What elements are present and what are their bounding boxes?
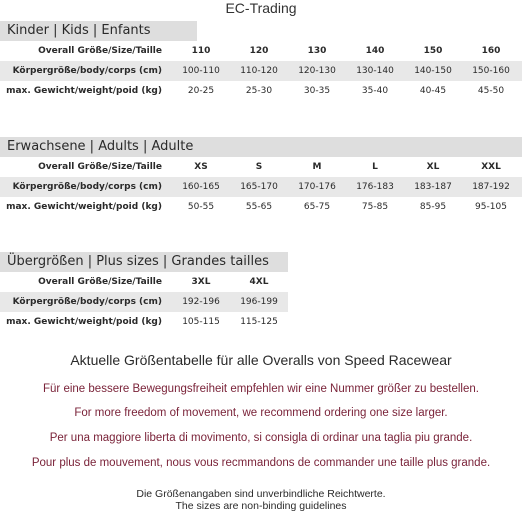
table-cell: 115-125: [240, 317, 278, 327]
table-cell: 30-35: [303, 86, 331, 96]
table-cell: 65-75: [303, 202, 331, 212]
section-title: Erwachsene | Adults | Adulte: [0, 137, 522, 157]
table-row: [0, 197, 522, 217]
table-cell: 40-45: [419, 86, 447, 96]
table-cell: 150-160: [472, 66, 510, 76]
table-row: [0, 81, 522, 101]
table-cell: 55-65: [245, 202, 273, 212]
row-label: Overall Größe/Size/Taille: [38, 277, 162, 287]
table-cell: 105-115: [182, 317, 220, 327]
table-row: [0, 177, 522, 197]
table-row: [0, 157, 522, 177]
table-cell: 110: [191, 46, 211, 56]
row-label: Overall Größe/Size/Taille: [38, 162, 162, 172]
table-cell: 140: [365, 46, 385, 56]
row-label: Körpergröße/body/corps (cm): [12, 182, 162, 192]
table-cell: 165-170: [240, 182, 278, 192]
row-label: max. Gewicht/weight/poid (kg): [6, 86, 162, 96]
section-title: Übergrößen | Plus sizes | Grandes tailles: [0, 252, 288, 272]
table-cell: 160: [481, 46, 501, 56]
disclaimer-german: Die Größenangaben sind unverbindliche Reichtwerte.: [136, 488, 386, 500]
table-cell: 20-25: [187, 86, 215, 96]
row-label: max. Gewicht/weight/poid (kg): [6, 317, 162, 327]
table-cell: 85-95: [419, 202, 447, 212]
table-cell: 4XL: [249, 277, 269, 287]
note-english: For more freedom of movement, we recommend ordering one size larger.: [74, 407, 448, 419]
row-label: Körpergröße/body/corps (cm): [12, 297, 162, 307]
table-row: [0, 292, 288, 312]
table-cell: 176-183: [356, 182, 394, 192]
table-cell: 3XL: [191, 277, 211, 287]
size-section-1: [0, 21, 522, 101]
note-german: Für eine bessere Bewegungsfreiheit empfehlen wir eine Nummer größer zu bestellen.: [43, 383, 479, 395]
size-chart-heading: Aktuelle Größentabelle für alle Overalls von Speed Racewear: [70, 352, 452, 368]
note-italian: Per una maggiore liberta di movimento, si consigla di ordinar una taglia piu grande.: [49, 432, 473, 444]
table-cell: 100-110: [182, 66, 220, 76]
table-cell: 140-150: [414, 66, 452, 76]
table-cell: 130: [307, 46, 327, 56]
table-cell: 160-165: [182, 182, 220, 192]
table-cell: 150: [423, 46, 443, 56]
table-cell: 196-199: [240, 297, 278, 307]
table-cell: 75-85: [361, 202, 389, 212]
table-cell: 110-120: [240, 66, 278, 76]
table-row: [0, 272, 288, 292]
table-cell: L: [372, 162, 378, 172]
section-title: Kinder | Kids | Enfants: [0, 21, 197, 41]
table-cell: M: [312, 162, 322, 172]
table-cell: XXL: [481, 162, 501, 172]
table-cell: 192-196: [182, 297, 220, 307]
table-cell: 120: [249, 46, 269, 56]
table-cell: 130-140: [356, 66, 394, 76]
table-cell: 45-50: [477, 86, 505, 96]
size-section-3: [0, 252, 288, 332]
table-cell: 183-187: [414, 182, 452, 192]
table-row: [0, 41, 522, 61]
note-french: Pour plus de mouvement, nous vous recmmandons de commander une taille plus grande.: [31, 457, 491, 469]
table-cell: XS: [194, 162, 208, 172]
row-label: max. Gewicht/weight/poid (kg): [6, 202, 162, 212]
table-cell: XL: [426, 162, 440, 172]
disclaimer-english: The sizes are non-binding guidelines: [175, 500, 347, 512]
row-label: Körpergröße/body/corps (cm): [12, 66, 162, 76]
size-section-2: [0, 137, 522, 217]
table-cell: 120-130: [298, 66, 336, 76]
table-row: [0, 312, 288, 332]
table-cell: 25-30: [245, 86, 273, 96]
table-cell: 187-192: [472, 182, 510, 192]
table-row: [0, 61, 522, 81]
table-cell: 35-40: [361, 86, 389, 96]
table-cell: 95-105: [475, 202, 507, 212]
brand-title: EC-Trading: [225, 0, 297, 16]
table-cell: 170-176: [298, 182, 336, 192]
table-cell: S: [255, 162, 263, 172]
row-label: Overall Größe/Size/Taille: [38, 46, 162, 56]
table-cell: 50-55: [187, 202, 215, 212]
